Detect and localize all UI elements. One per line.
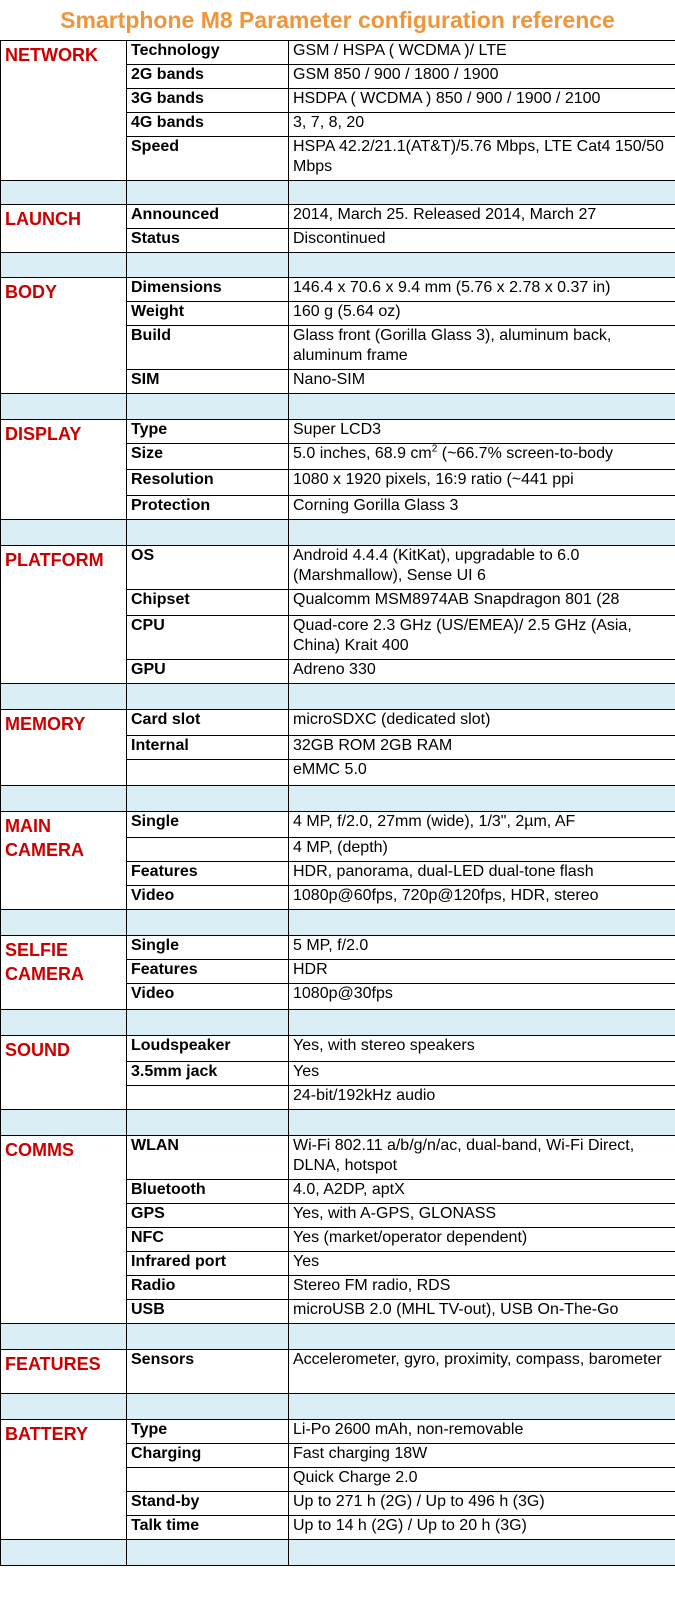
spec-value <box>289 420 675 444</box>
spec-value-text: HDR, panorama, dual-LED dual-tone flash <box>293 863 594 880</box>
spec-value <box>289 113 675 137</box>
spec-value <box>289 326 675 370</box>
spec-value-text: 4.0, A2DP, aptX <box>293 1181 405 1198</box>
separator-cell <box>1 520 127 546</box>
separator-cell <box>1 253 127 278</box>
spec-label: GPS <box>127 1204 289 1228</box>
section-separator <box>1 684 675 710</box>
separator-cell <box>1 1324 127 1350</box>
spec-row <box>1 41 675 65</box>
page-title: Smartphone M8 Parameter configuration reference <box>60 7 615 33</box>
separator-cell <box>289 910 675 936</box>
spec-value-text: 1080p@60fps, 720p@120fps, HDR, stereo <box>293 887 599 904</box>
spec-value <box>289 862 675 886</box>
spec-value <box>289 444 675 470</box>
spec-label: CPU <box>127 616 289 660</box>
spec-value <box>289 616 675 660</box>
spec-value <box>289 736 675 760</box>
section-separator <box>1 910 675 936</box>
spec-value <box>289 660 675 684</box>
separator-cell <box>289 786 675 812</box>
separator-cell <box>1 1010 127 1036</box>
spec-value-text: HSDPA ( WCDMA ) 850 / 900 / 1900 / 2100 <box>293 90 601 107</box>
spec-value-text: Yes (market/operator dependent) <box>293 1229 528 1246</box>
spec-label: Charging <box>127 1444 289 1468</box>
spec-value-text: Accelerometer, gyro, proximity, compass, barometer <box>293 1351 662 1368</box>
spec-label: Type <box>127 1420 289 1444</box>
spec-value <box>289 984 675 1010</box>
spec-value-text-cont: (~66.7% screen-to-body <box>437 445 613 462</box>
spec-value-text: Li-Po 2600 mAh, non-removable <box>293 1421 524 1438</box>
separator-cell <box>289 1324 675 1350</box>
spec-value <box>289 89 675 113</box>
section-heading-comms: COMMS <box>1 1136 127 1324</box>
spec-row <box>1 1036 675 1062</box>
spec-value <box>289 1420 675 1444</box>
spec-value-text: Quick Charge 2.0 <box>293 1469 418 1486</box>
section-separator <box>1 253 675 278</box>
separator-cell <box>289 1010 675 1036</box>
spec-value-text: Stereo FM radio, RDS <box>293 1277 451 1294</box>
separator-cell <box>289 394 675 420</box>
spec-label: Chipset <box>127 590 289 616</box>
section-separator <box>1 786 675 812</box>
spec-value <box>289 41 675 65</box>
spec-label: Talk time <box>127 1516 289 1540</box>
spec-value-text: 5 MP, f/2.0 <box>293 937 369 954</box>
spec-value-text: Adreno 330 <box>293 661 376 678</box>
spec-value-text: Yes, with stereo speakers <box>293 1037 475 1054</box>
separator-cell <box>289 1540 675 1566</box>
section-separator <box>1 181 675 205</box>
spec-value <box>289 1492 675 1516</box>
spec-label <box>127 760 289 786</box>
spec-value <box>289 546 675 590</box>
spec-value-text: eMMC 5.0 <box>293 761 367 778</box>
separator-cell <box>1 181 127 205</box>
spec-table <box>0 40 675 1566</box>
section-heading-memory: MEMORY <box>1 710 127 786</box>
section-separator <box>1 1324 675 1350</box>
spec-value-text: Quad-core 2.3 GHz (US/EMEA)/ 2.5 GHz (Asia, China) Krait 400 <box>293 617 632 654</box>
spec-value <box>289 278 675 302</box>
spec-value <box>289 496 675 520</box>
separator-cell <box>1 1394 127 1420</box>
spec-value <box>289 1136 675 1180</box>
section-separator <box>1 520 675 546</box>
separator-cell <box>1 910 127 936</box>
separator-cell <box>127 394 289 420</box>
spec-row <box>1 420 675 444</box>
section-heading-body: BODY <box>1 278 127 394</box>
spec-label <box>127 838 289 862</box>
spec-value <box>289 1350 675 1394</box>
spec-row <box>1 936 675 960</box>
spec-value-text: Corning Gorilla Glass 3 <box>293 497 459 514</box>
spec-value <box>289 1086 675 1110</box>
spec-value-text: 24-bit/192kHz audio <box>293 1087 436 1104</box>
spec-label: USB <box>127 1300 289 1324</box>
spec-label: Radio <box>127 1276 289 1300</box>
separator-cell <box>289 253 675 278</box>
spec-value <box>289 229 675 253</box>
separator-cell <box>1 394 127 420</box>
spec-value-text: Qualcomm MSM8974AB Snapdragon 801 (28 <box>293 591 620 608</box>
separator-cell <box>127 1324 289 1350</box>
spec-value-text: 160 g (5.64 oz) <box>293 303 401 320</box>
spec-label <box>127 1086 289 1110</box>
spec-value-text: Discontinued <box>293 230 386 247</box>
spec-label: Bluetooth <box>127 1180 289 1204</box>
separator-cell <box>127 1540 289 1566</box>
spec-value-text: Yes <box>293 1253 320 1270</box>
spec-value-text: Nano-SIM <box>293 371 366 388</box>
separator-cell <box>289 1110 675 1136</box>
spec-value <box>289 370 675 394</box>
spec-value-text: 4 MP, f/2.0, 27mm (wide), 1/3", 2µm, AF <box>293 813 576 830</box>
section-heading-features: FEATURES <box>1 1350 127 1394</box>
spec-value <box>289 710 675 736</box>
spec-label: Announced <box>127 205 289 229</box>
spec-value-text: Yes <box>293 1063 320 1080</box>
spec-value-text: 5.0 inches, 68.9 cm <box>293 445 432 462</box>
spec-label: Dimensions <box>127 278 289 302</box>
spec-value-text: Glass front (Gorilla Glass 3), aluminum back, aluminum frame <box>293 327 612 364</box>
spec-value <box>289 812 675 838</box>
section-heading-battery: BATTERY <box>1 1420 127 1540</box>
separator-cell <box>289 520 675 546</box>
spec-label: Stand-by <box>127 1492 289 1516</box>
separator-cell <box>127 520 289 546</box>
spec-value <box>289 302 675 326</box>
spec-label: Video <box>127 886 289 910</box>
spec-label: Video <box>127 984 289 1010</box>
spec-row <box>1 205 675 229</box>
spec-value <box>289 1276 675 1300</box>
spec-value <box>289 1036 675 1062</box>
spec-value-text: Wi-Fi 802.11 a/b/g/n/ac, dual-band, Wi-Fi Direct, DLNA, hotspot <box>293 1137 635 1174</box>
separator-cell <box>1 786 127 812</box>
spec-label: Protection <box>127 496 289 520</box>
section-heading-main-camera: MAIN CAMERA <box>1 812 127 910</box>
spec-label: Card slot <box>127 710 289 736</box>
spec-value <box>289 590 675 616</box>
spec-value-text: GSM / HSPA ( WCDMA )/ LTE <box>293 42 507 59</box>
spec-value <box>289 1228 675 1252</box>
section-heading-network: NETWORK <box>1 41 127 181</box>
spec-label: Features <box>127 960 289 984</box>
separator-cell <box>127 1010 289 1036</box>
spec-value <box>289 1204 675 1228</box>
section-heading-sound: SOUND <box>1 1036 127 1110</box>
spec-value <box>289 1444 675 1468</box>
spec-value-text: microUSB 2.0 (MHL TV-out), USB On-The-Go <box>293 1301 619 1318</box>
section-separator <box>1 1394 675 1420</box>
spec-label: 3G bands <box>127 89 289 113</box>
spec-label: Speed <box>127 137 289 181</box>
spec-value-text: HSPA 42.2/21.1(AT&T)/5.76 Mbps, LTE Cat4 150/50 Mbps <box>293 138 664 175</box>
separator-cell <box>289 181 675 205</box>
spec-row <box>1 1350 675 1394</box>
spec-value <box>289 65 675 89</box>
section-separator <box>1 1110 675 1136</box>
separator-cell <box>1 684 127 710</box>
separator-cell <box>127 684 289 710</box>
spec-label: Sensors <box>127 1350 289 1394</box>
spec-row <box>1 278 675 302</box>
spec-label: Features <box>127 862 289 886</box>
spec-value-text: HDR <box>293 961 328 978</box>
spec-label: 4G bands <box>127 113 289 137</box>
spec-value <box>289 838 675 862</box>
spec-value <box>289 960 675 984</box>
spec-label: Technology <box>127 41 289 65</box>
section-heading-display: DISPLAY <box>1 420 127 520</box>
separator-cell <box>1 1540 127 1566</box>
spec-value-text: Yes, with A-GPS, GLONASS <box>293 1205 497 1222</box>
spec-row <box>1 1136 675 1180</box>
spec-label <box>127 1468 289 1492</box>
spec-value-text: 1080p@30fps <box>293 985 393 1002</box>
spec-value <box>289 1300 675 1324</box>
spec-value-text: Android 4.4.4 (KitKat), upgradable to 6.0 (Marshmallow), Sense UI 6 <box>293 547 580 584</box>
spec-value <box>289 1062 675 1086</box>
section-heading-launch: LAUNCH <box>1 205 127 253</box>
spec-value <box>289 1516 675 1540</box>
section-heading-platform: PLATFORM <box>1 546 127 684</box>
separator-cell <box>127 786 289 812</box>
spec-label: Resolution <box>127 470 289 496</box>
spec-value-text: 2014, March 25. Released 2014, March 27 <box>293 206 597 223</box>
separator-cell <box>289 1394 675 1420</box>
spec-label: WLAN <box>127 1136 289 1180</box>
spec-label: Loudspeaker <box>127 1036 289 1062</box>
spec-label: Build <box>127 326 289 370</box>
spec-value-text: Fast charging 18W <box>293 1445 428 1462</box>
spec-label: Single <box>127 936 289 960</box>
spec-value-text: 4 MP, (depth) <box>293 839 388 856</box>
separator-cell <box>127 910 289 936</box>
spec-value <box>289 205 675 229</box>
spec-value-text: microSDXC (dedicated slot) <box>293 711 491 728</box>
spec-value <box>289 470 675 496</box>
spec-label: 3.5mm jack <box>127 1062 289 1086</box>
spec-value-text: 146.4 x 70.6 x 9.4 mm (5.76 x 2.78 x 0.37 in) <box>293 279 611 296</box>
spec-value <box>289 1180 675 1204</box>
section-separator <box>1 1540 675 1566</box>
section-heading-selfie-camera: SELFIE CAMERA <box>1 936 127 1010</box>
separator-cell <box>289 684 675 710</box>
spec-label: SIM <box>127 370 289 394</box>
spec-value-superscript: 2 <box>431 443 438 455</box>
separator-cell <box>127 1110 289 1136</box>
spec-label: Size <box>127 444 289 470</box>
separator-cell <box>127 181 289 205</box>
spec-value-text: 3, 7, 8, 20 <box>293 114 365 131</box>
spec-label: Single <box>127 812 289 838</box>
spec-row <box>1 812 675 838</box>
spec-label: OS <box>127 546 289 590</box>
spec-value <box>289 1252 675 1276</box>
spec-label: Infrared port <box>127 1252 289 1276</box>
separator-cell <box>127 1394 289 1420</box>
spec-value-text: 32GB ROM 2GB RAM <box>293 737 453 754</box>
spec-label: GPU <box>127 660 289 684</box>
separator-cell <box>1 1110 127 1136</box>
spec-value <box>289 760 675 786</box>
spec-value-text: Super LCD3 <box>293 421 382 438</box>
spec-label: Internal <box>127 736 289 760</box>
spec-value-text: Up to 14 h (2G) / Up to 20 h (3G) <box>293 1517 527 1534</box>
spec-label: Status <box>127 229 289 253</box>
spec-value-text: Up to 271 h (2G) / Up to 496 h (3G) <box>293 1493 545 1510</box>
spec-label: Type <box>127 420 289 444</box>
section-separator <box>1 394 675 420</box>
spec-value <box>289 936 675 960</box>
spec-row <box>1 546 675 590</box>
spec-value <box>289 137 675 181</box>
spec-value <box>289 886 675 910</box>
spec-value <box>289 1468 675 1492</box>
spec-label: Weight <box>127 302 289 326</box>
section-separator <box>1 1010 675 1036</box>
spec-row <box>1 1420 675 1444</box>
spec-row <box>1 710 675 736</box>
spec-value-text: GSM 850 / 900 / 1800 / 1900 <box>293 66 499 83</box>
spec-label: NFC <box>127 1228 289 1252</box>
spec-value-text: 1080 x 1920 pixels, 16:9 ratio (~441 ppi <box>293 471 574 488</box>
spec-label: 2G bands <box>127 65 289 89</box>
separator-cell <box>127 253 289 278</box>
